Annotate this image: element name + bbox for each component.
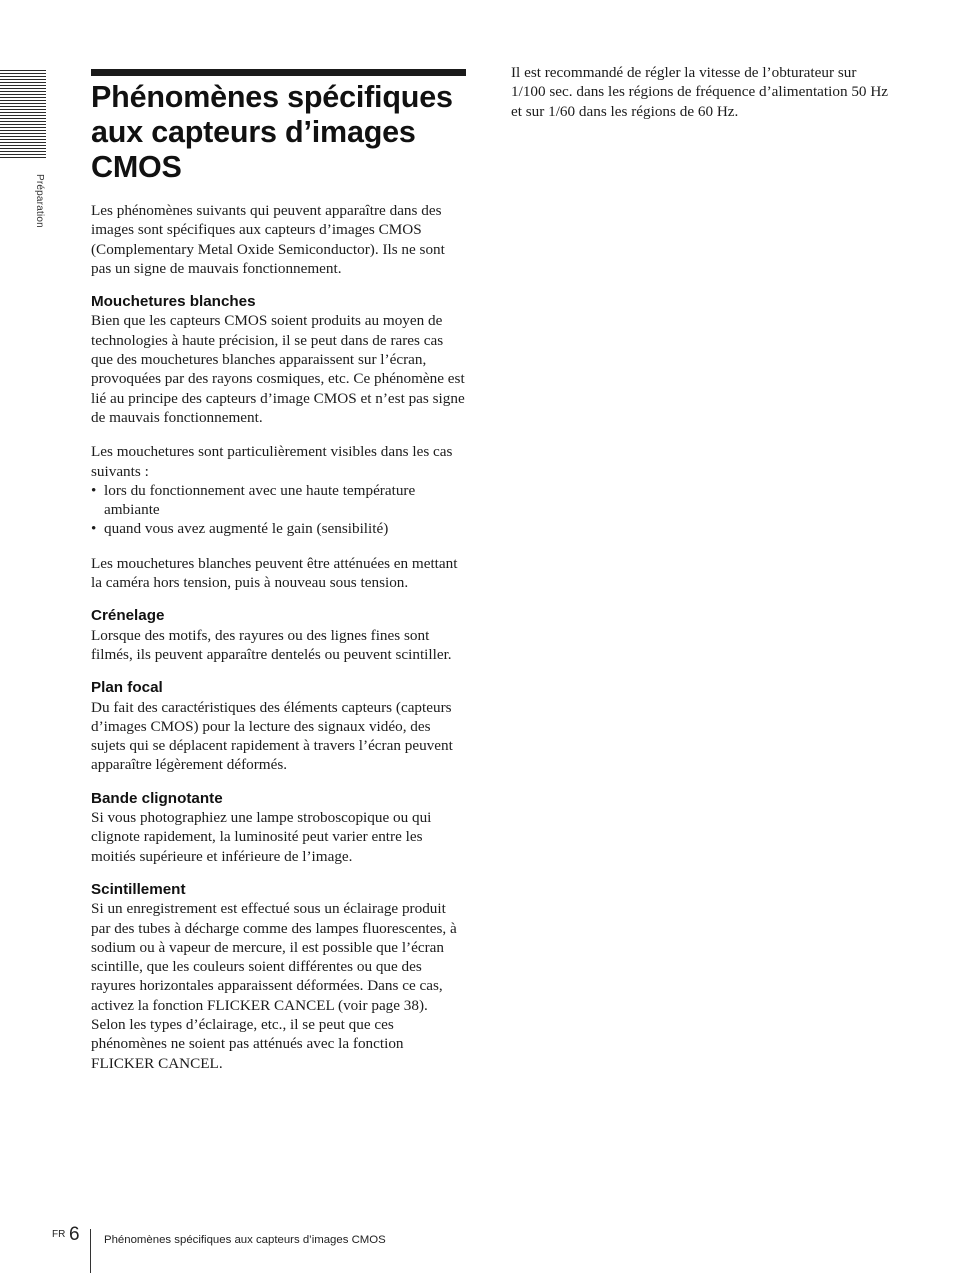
flicker-paragraph-3: Il est recommandé de régler la vitesse de l’obturateur sur 1/100 sec. dans les régions de fréquence d’alimentation 50 Hz et sur 1/60 dans les régions de 60 Hz. <box>511 64 889 120</box>
page-title: Phénomènes spécifiques aux capteurs d’images CMOS <box>91 80 453 184</box>
aliasing-paragraph: Lorsque des motifs, des rayures ou des lignes fines sont filmés, ils peuvent apparaître dentelés ou peuvent scintiller. <box>91 626 452 663</box>
focal-plane-paragraph: Du fait des caractéristiques des éléments capteurs (capteurs d’images CMOS) pour la lecture des signaux vidéo, des sujets qui se déplacent rapidement à travers l’écran peuvent apparaître légèrement déformés. <box>91 698 453 774</box>
heading-white-spots: Mouchetures blanches <box>91 293 256 311</box>
title-rule <box>91 69 466 76</box>
footer-language-code: FR <box>52 1229 66 1240</box>
list-item <box>91 481 467 520</box>
side-section-label: Préparation <box>34 174 45 228</box>
footer-page-number: 6 <box>69 1224 80 1245</box>
bullet-icon: • <box>91 520 97 538</box>
flash-band-paragraph: Si vous photographiez une lampe stroboscopique ou qui clignote rapidement, la luminosité peut varier entre les moitiés supérieure et inférieure de l’image. <box>91 809 432 865</box>
intro-paragraph: Les phénomènes suivants qui peuvent apparaître dans des images sont spécifiques aux capteurs d’images CMOS (Complementary Metal Oxide Semiconductor). Ils ne sont pas un signe de mauvais fonctionnement. <box>91 202 445 277</box>
list-item-text: quand vous avez augmenté le gain (sensibilité) <box>104 520 389 538</box>
flicker-paragraph-2: Selon les types d’éclairage, etc., il se peut que ces phénomènes ne soient pas atténués avec la fonction FLICKER CANCEL. <box>91 1015 404 1072</box>
left-column <box>91 80 467 1073</box>
heading-flash-band: Bande clignotante <box>91 789 223 807</box>
bullet-icon: • <box>91 481 97 499</box>
side-tab-stripes <box>0 70 46 158</box>
white-spots-paragraph-1: Bien que les capteurs CMOS soient produits au moyen de technologies à haute précision, il se peut dans de rares cas que des mouchetures blanches apparaissent sur l’écran, provoquées par des rayons cosmiques, etc. Ce phénomène est lié au principe des capteurs d’image CMOS et n’est pas signe de mauvais fonctionnement. <box>91 312 465 426</box>
heading-focal-plane: Plan focal <box>91 679 163 697</box>
white-spots-paragraph-2: Les mouchetures sont particulièrement visibles dans les cas suivants : <box>91 443 453 480</box>
footer-running-title: Phénomènes spécifiques aux capteurs d’images CMOS <box>104 1234 386 1246</box>
flicker-paragraph-1: Si un enregistrement est effectué sous un éclairage produit par des tubes à décharge comme des lampes fluorescentes, à sodium ou à vapeur de mercure, il est possible que l’écran scintille, que les couleurs soient différentes ou que des rayures horizontales apparaissent déformées. Dans ce cas, activez la fonction FLICKER CANCEL (voir page 38). <box>91 900 457 1014</box>
list-item <box>91 519 467 538</box>
list-item-text: lors du fonctionnement avec une haute température ambiante <box>104 481 416 519</box>
white-spots-paragraph-3: Les mouchetures blanches peuvent être atténuées en mettant la caméra hors tension, puis à nouveau sous tension. <box>91 554 458 592</box>
right-column <box>511 63 891 121</box>
heading-aliasing: Crénelage <box>91 607 165 625</box>
heading-flicker: Scintillement <box>91 880 186 898</box>
footer-divider <box>90 1229 91 1273</box>
white-spots-bullet-list <box>91 481 467 539</box>
